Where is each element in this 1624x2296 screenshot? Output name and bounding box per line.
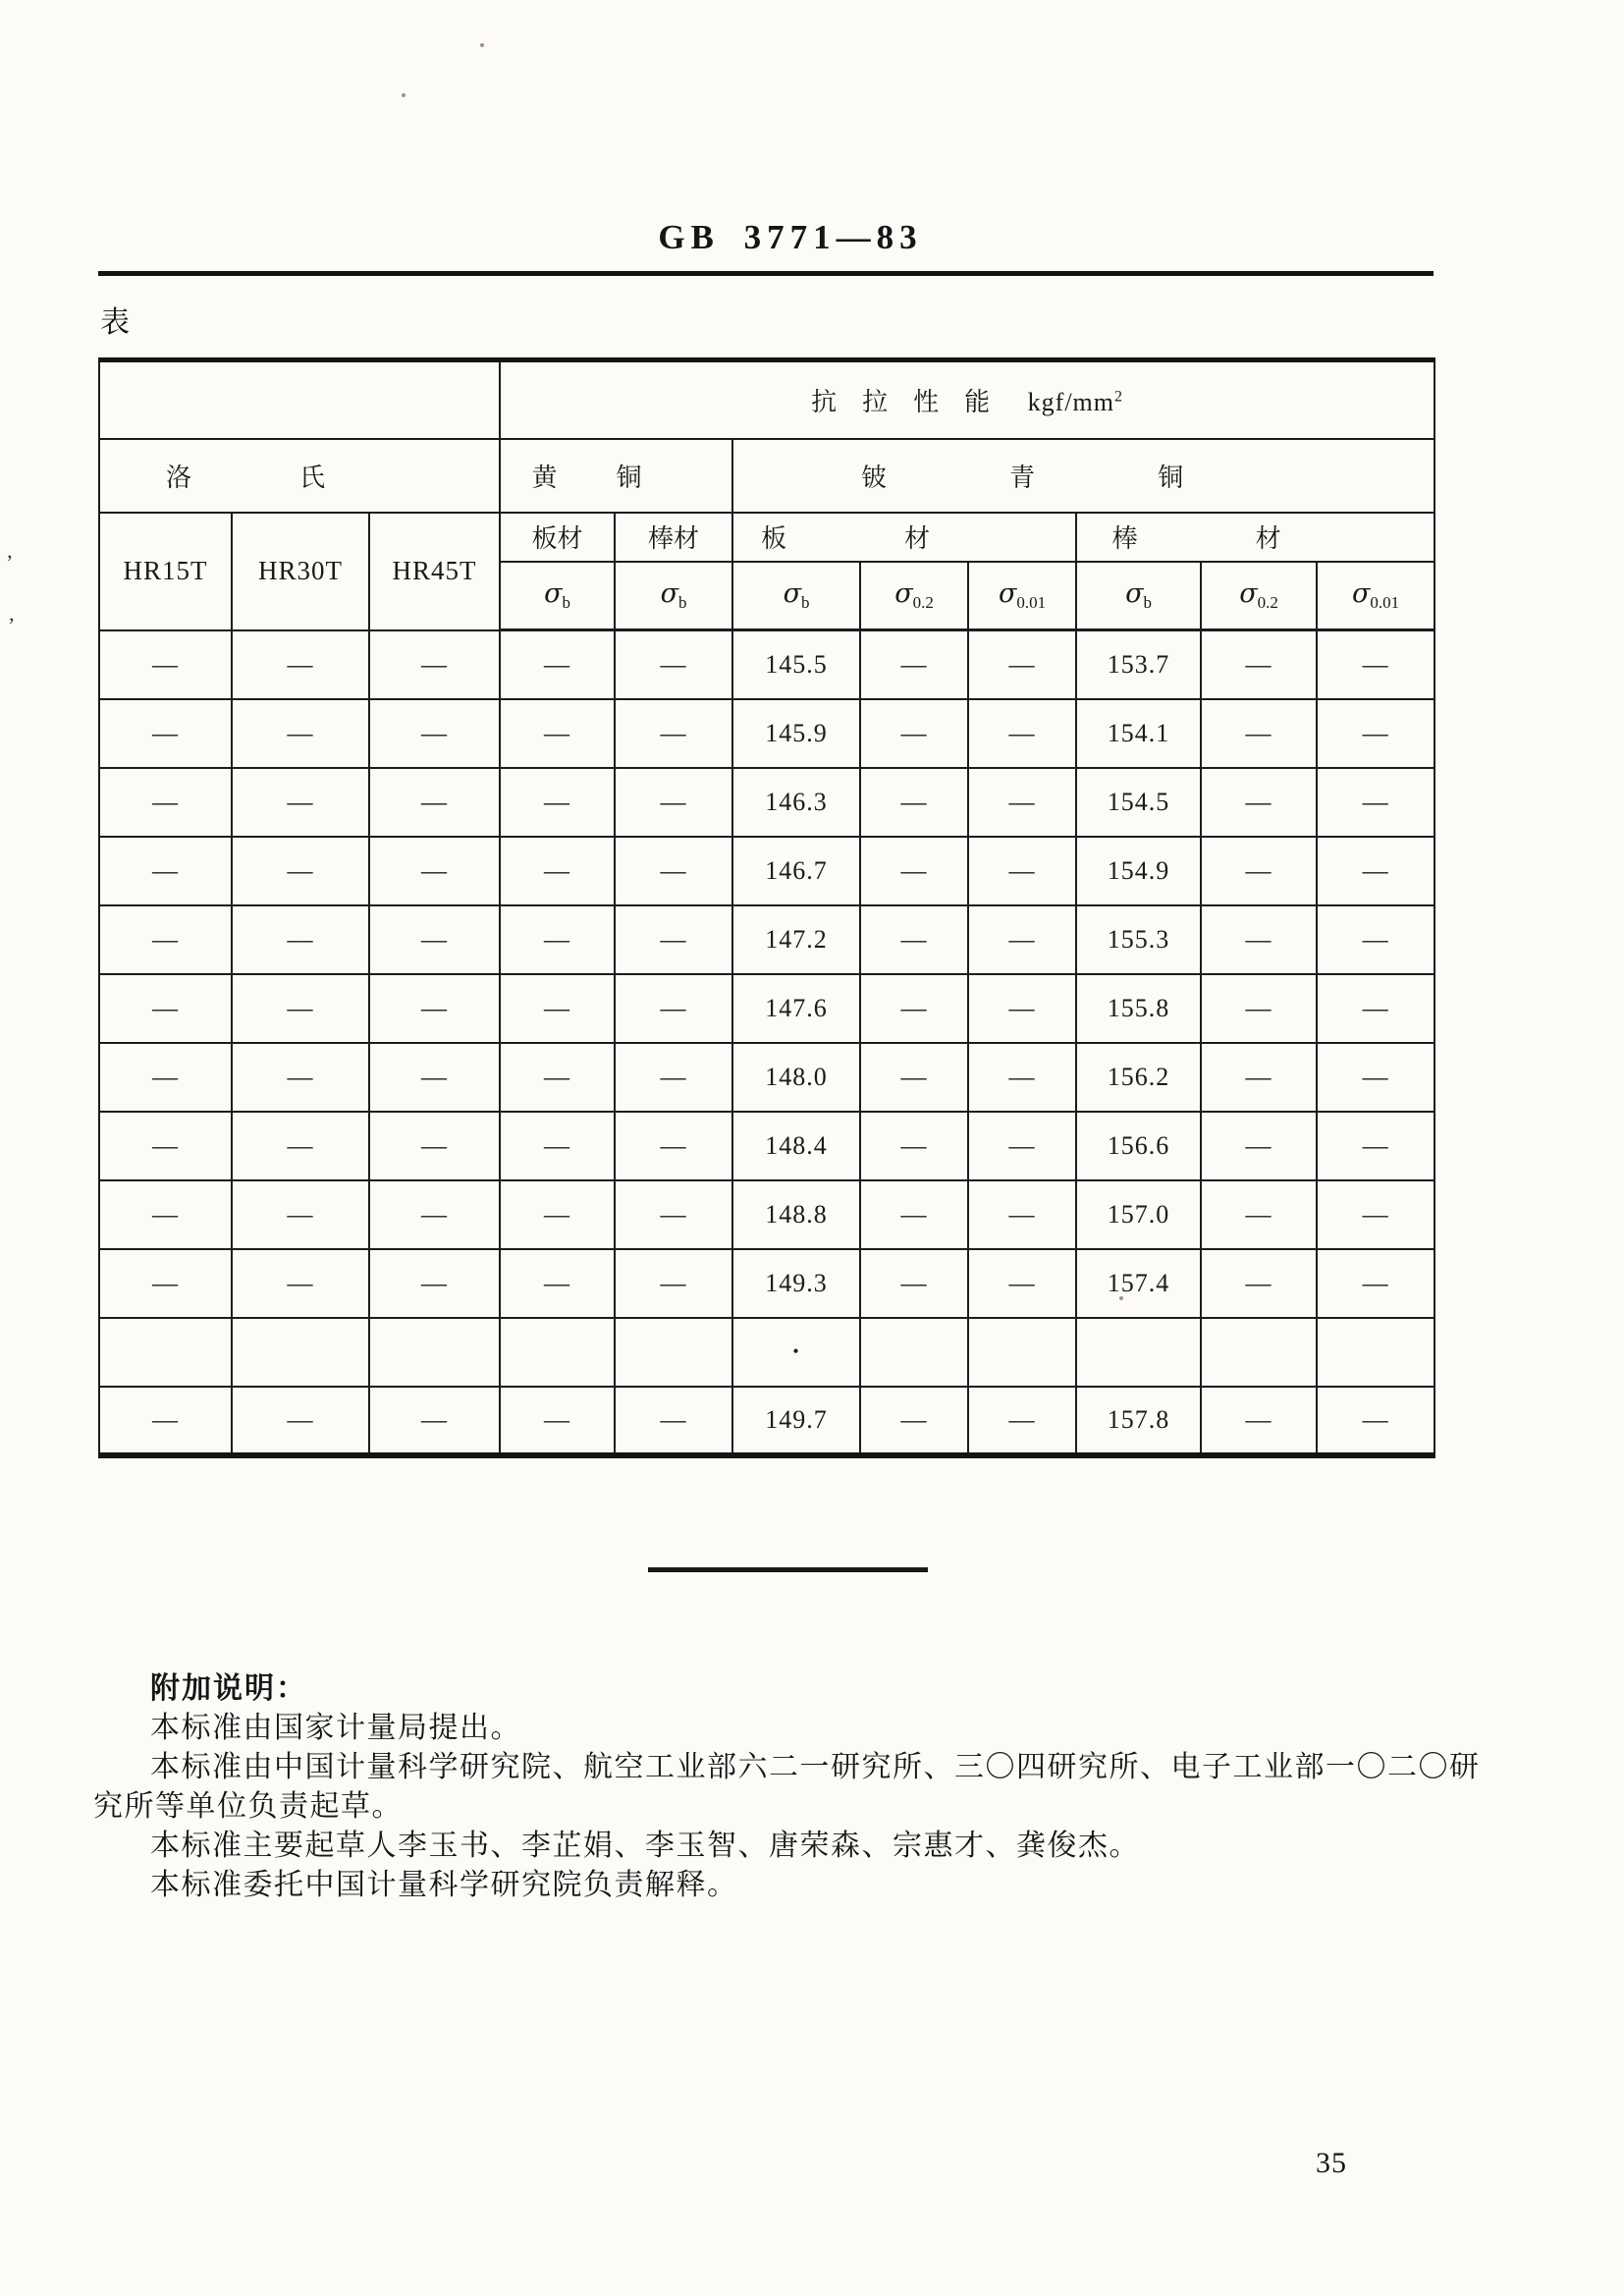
table-cell: 147.2 [732, 905, 860, 974]
table-cell: — [968, 768, 1076, 837]
table-cell: — [369, 699, 500, 768]
table-cell: — [1201, 630, 1317, 699]
rockwell-header: 洛氏 [99, 439, 500, 513]
table-row [99, 1043, 1435, 1112]
table-cell: — [232, 1387, 369, 1455]
table-cell [1317, 1318, 1435, 1387]
table-cell: — [1201, 1180, 1317, 1249]
table-cell: — [500, 1043, 615, 1112]
table-cell: — [615, 1180, 732, 1249]
table-cell: — [968, 905, 1076, 974]
table-cell: — [1201, 1112, 1317, 1180]
be-sheet-header: 板材 [732, 513, 1076, 562]
table-cell [232, 1318, 369, 1387]
table-cell: — [99, 1387, 232, 1455]
table-cell: — [232, 1112, 369, 1180]
col-header-hr45t: HR45T [369, 513, 500, 630]
table-cell: — [99, 1043, 232, 1112]
table-cell: — [1317, 1249, 1435, 1318]
tensile-performance-header [500, 360, 1435, 439]
header-row-materials [99, 439, 1435, 513]
table-cell: — [99, 837, 232, 905]
table-cell: — [369, 630, 500, 699]
brass-rod-header: 棒材 [615, 513, 732, 562]
scan-speck [402, 93, 406, 97]
table-cell: 157.0 [1076, 1180, 1201, 1249]
scan-margin-artifact: ’ [6, 550, 14, 574]
brass-header: 黄铜 [500, 439, 732, 513]
table-cell: — [500, 1112, 615, 1180]
table-cell: — [968, 1180, 1076, 1249]
table-row [99, 1112, 1435, 1180]
table-cell: 148.4 [732, 1112, 860, 1180]
header-row-tensile [99, 360, 1435, 439]
table-cell: — [615, 630, 732, 699]
table-row [99, 630, 1435, 699]
table-cell: • [732, 1318, 860, 1387]
table-cell: — [232, 1180, 369, 1249]
table-cell: — [968, 974, 1076, 1043]
table-cell: — [1317, 630, 1435, 699]
table-cell [1201, 1318, 1317, 1387]
table-cell [99, 1318, 232, 1387]
table-cell: — [232, 905, 369, 974]
table-cell: 148.8 [732, 1180, 860, 1249]
table-cell: — [615, 837, 732, 905]
table-cell: 156.6 [1076, 1112, 1201, 1180]
table-cell: — [232, 699, 369, 768]
table-cell: — [369, 905, 500, 974]
table-cell: — [860, 1387, 968, 1455]
table-cell: — [1201, 699, 1317, 768]
table-row [99, 1180, 1435, 1249]
table-cell: 155.3 [1076, 905, 1201, 974]
table-cell [968, 1318, 1076, 1387]
table-cell: — [860, 1112, 968, 1180]
table-cell: — [1317, 1180, 1435, 1249]
sigma-b-be-rod: $\sigma_b$ [1076, 562, 1201, 630]
table-cell: — [860, 699, 968, 768]
table-cell: — [968, 630, 1076, 699]
table-cell [369, 1318, 500, 1387]
table-cell: — [615, 1112, 732, 1180]
table-cell: — [369, 1249, 500, 1318]
table-cell: — [968, 1112, 1076, 1180]
table-cell: — [1317, 974, 1435, 1043]
table-cell: — [968, 1249, 1076, 1318]
note-line: 本标准由中国计量科学研究院、航空工业部六二一研究所、三〇四研究所、电子工业部一〇二〇研 [150, 1751, 1481, 1783]
table-cell: 145.5 [732, 630, 860, 699]
table-cell: — [968, 1387, 1076, 1455]
table-cell: — [369, 974, 500, 1043]
note-line: 本标准委托中国计量科学研究院负责解释。 [150, 1869, 738, 1901]
table-row [99, 1249, 1435, 1318]
table-cell: — [615, 768, 732, 837]
beryllium-bronze-header: 铍青铜 [732, 439, 1435, 513]
table-cell: 145.9 [732, 699, 860, 768]
table-cell: — [500, 974, 615, 1043]
table-cell: — [500, 768, 615, 837]
table-cell: — [615, 699, 732, 768]
table-cell: — [500, 630, 615, 699]
table-cell: — [1201, 905, 1317, 974]
blank-corner-cell [99, 360, 500, 439]
table-cell [615, 1318, 732, 1387]
table-row [99, 905, 1435, 974]
table-cell: — [232, 1249, 369, 1318]
table-cell: — [615, 1249, 732, 1318]
sigma-001-be-rod: $\sigma_{0.01}$ [1317, 562, 1435, 630]
table-cell: — [860, 905, 968, 974]
note-line: 本标准主要起草人李玉书、李芷娟、李玉智、唐荣森、宗惠才、龚俊杰。 [150, 1830, 1140, 1862]
scan-speck [1119, 1296, 1123, 1300]
table-cell: — [860, 630, 968, 699]
table-cell [860, 1318, 968, 1387]
col-header-hr30t: HR30T [232, 513, 369, 630]
table-row [99, 1387, 1435, 1455]
header-rule [98, 271, 1434, 276]
table-cell: — [99, 1249, 232, 1318]
hardness-conversion-table [98, 357, 1435, 1458]
be-rod-header: 棒材 [1076, 513, 1435, 562]
scan-margin-artifact: ’ [8, 613, 16, 637]
table-cell: 157.8 [1076, 1387, 1201, 1455]
table-cell: — [1201, 974, 1317, 1043]
table-cell: — [1317, 837, 1435, 905]
table-cell: — [860, 1180, 968, 1249]
table-cell: — [500, 1249, 615, 1318]
table-cell: 154.1 [1076, 699, 1201, 768]
table-cell: — [99, 905, 232, 974]
table-cell: 149.3 [732, 1249, 860, 1318]
table-cell: — [500, 905, 615, 974]
table-cell: 146.3 [732, 768, 860, 837]
table-cell: 147.6 [732, 974, 860, 1043]
table-cell: — [369, 837, 500, 905]
table-cell: — [1201, 1043, 1317, 1112]
table-cell: — [232, 768, 369, 837]
table-cell: 157.4 [1076, 1249, 1201, 1318]
table-cell: — [860, 837, 968, 905]
brass-sheet-header: 板材 [500, 513, 615, 562]
table-cell: 155.8 [1076, 974, 1201, 1043]
sigma-b-be-sheet: $\sigma_b$ [732, 562, 860, 630]
table-cell: — [500, 837, 615, 905]
table-row [99, 974, 1435, 1043]
table-cell: — [1317, 1387, 1435, 1455]
table-label: 表 [100, 306, 132, 339]
table-cell: — [369, 768, 500, 837]
page-number: 35 [1316, 2147, 1347, 2179]
table-cell: — [500, 1387, 615, 1455]
sigma-b-brass-rod: $\sigma_b$ [615, 562, 732, 630]
col-header-hr15t: HR15T [99, 513, 232, 630]
standard-code-title: GB 3771—83 [658, 218, 923, 256]
table-cell: — [1317, 1043, 1435, 1112]
table-cell: — [615, 905, 732, 974]
table-cell: — [369, 1387, 500, 1455]
additional-notes [93, 1669, 1488, 1905]
table-cell [1076, 1318, 1201, 1387]
table-cell: — [369, 1112, 500, 1180]
table-cell: — [860, 1249, 968, 1318]
table-cell: — [1317, 768, 1435, 837]
table-cell: — [232, 1043, 369, 1112]
header-row-product-forms [99, 513, 1435, 562]
table-body [99, 630, 1435, 1455]
table-cell: — [232, 974, 369, 1043]
table-cell: — [99, 630, 232, 699]
table-cell: — [968, 1043, 1076, 1112]
table-cell: 154.9 [1076, 837, 1201, 905]
table-cell: — [232, 630, 369, 699]
table-cell: — [1317, 905, 1435, 974]
sigma-02-be-sheet: $\sigma_{0.2}$ [860, 562, 968, 630]
table-cell: 153.7 [1076, 630, 1201, 699]
table-cell: — [232, 837, 369, 905]
sigma-001-be-sheet: $\sigma_{0.01}$ [968, 562, 1076, 630]
table-cell: — [615, 1043, 732, 1112]
note-line: 本标准由国家计量局提出。 [150, 1712, 521, 1744]
table-row [99, 1318, 1435, 1387]
table-cell: — [860, 974, 968, 1043]
table-cell: — [968, 837, 1076, 905]
table-cell: — [615, 1387, 732, 1455]
table-cell: 146.7 [732, 837, 860, 905]
table-row [99, 699, 1435, 768]
table-cell: — [1317, 699, 1435, 768]
table-cell: — [500, 1180, 615, 1249]
table-cell [500, 1318, 615, 1387]
table-cell: — [615, 974, 732, 1043]
table-cell: — [1201, 837, 1317, 905]
table-cell: — [99, 768, 232, 837]
table-cell: — [99, 1180, 232, 1249]
table-cell: 154.5 [1076, 768, 1201, 837]
sigma-b-brass-sheet: $\sigma_b$ [500, 562, 615, 630]
note-line: 究所等单位负责起草。 [93, 1790, 403, 1823]
table-cell: 156.2 [1076, 1043, 1201, 1112]
table-cell: — [1201, 1249, 1317, 1318]
table-cell: — [1201, 1387, 1317, 1455]
table-cell: — [860, 768, 968, 837]
table-cell: 148.0 [732, 1043, 860, 1112]
table-cell: — [99, 699, 232, 768]
note-line: 附加说明： [150, 1672, 307, 1705]
table-cell: — [99, 1112, 232, 1180]
table-row [99, 768, 1435, 837]
table-cell: — [99, 974, 232, 1043]
table-cell: — [1201, 768, 1317, 837]
table-cell: — [500, 699, 615, 768]
table-cell: — [968, 699, 1076, 768]
scan-speck [480, 43, 484, 47]
table-cell: — [1317, 1112, 1435, 1180]
table-cell: — [860, 1043, 968, 1112]
sigma-02-be-rod: $\sigma_{0.2}$ [1201, 562, 1317, 630]
table-row [99, 837, 1435, 905]
tensile-title: 抗拉性能 [811, 387, 1016, 416]
tensile-unit: kgf/$mm^2$ [1027, 387, 1124, 416]
section-divider [648, 1567, 928, 1572]
table-cell: — [369, 1180, 500, 1249]
table-cell: 149.7 [732, 1387, 860, 1455]
table-cell: — [369, 1043, 500, 1112]
